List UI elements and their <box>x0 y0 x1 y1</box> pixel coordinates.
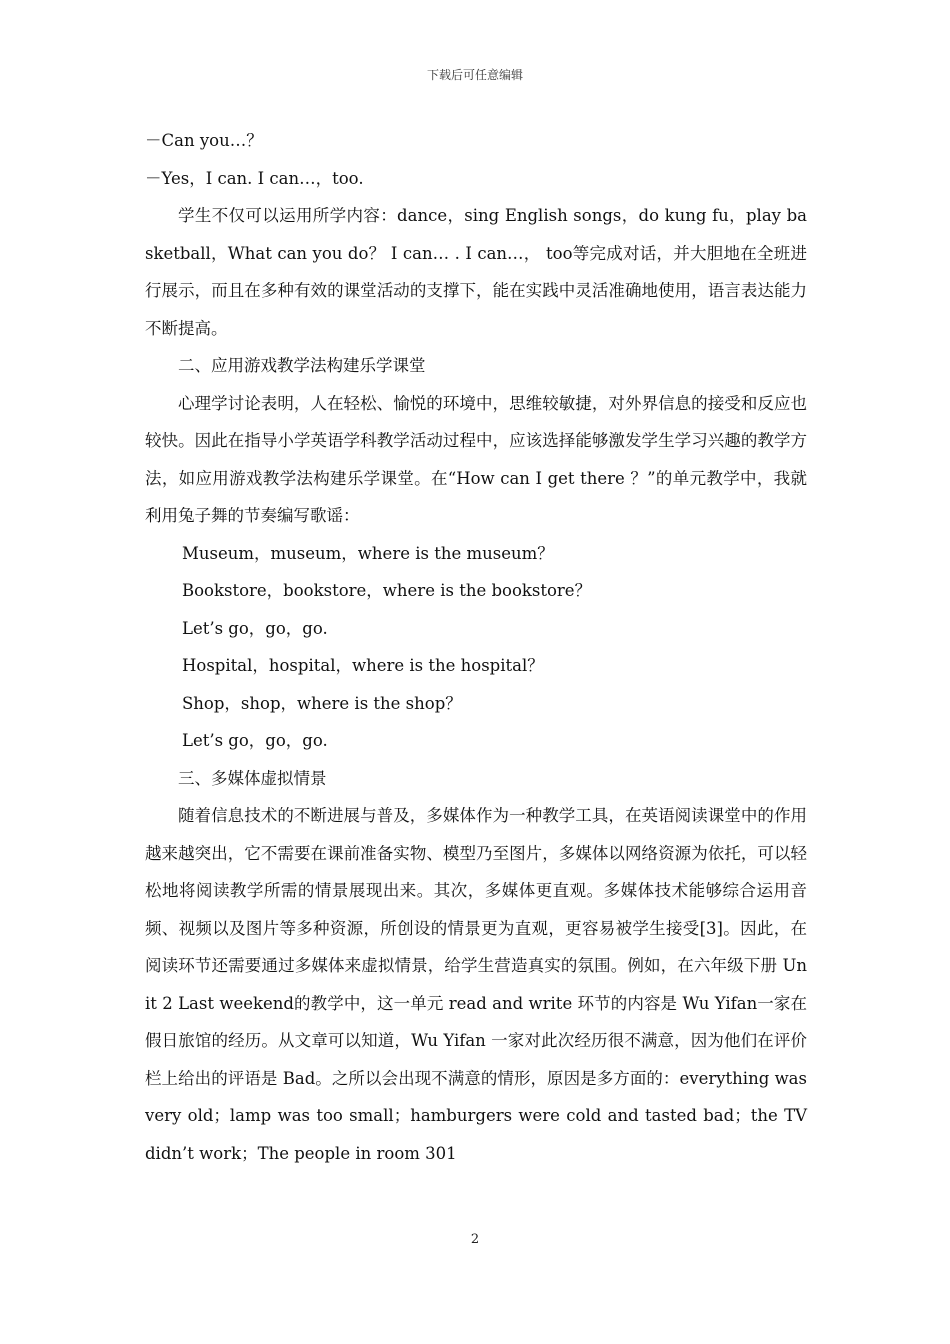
paragraph-summary: 学生不仅可以运用所学内容：dance，sing English songs，do kung fu，play basketball，What can you do？ I can… . I can…， too等完成对话，并大胆地在全班进行展示，而且在多种有效的课堂活动的支撑下，能在实践中灵活准确地使用，语言表达能力不断提高。 <box>145 206 807 338</box>
song-line: Museum，museum，where is the museum？ <box>182 543 554 563</box>
section-heading-multimedia: 三、多媒体虚拟情景 <box>178 768 327 788</box>
paragraph-psychology: 心理学讨论表明，人在轻松、愉悦的环境中，思维较敏捷，对外界信息的接受和反应也较快。因此在指导小学英语学科教学活动过程中，应该选择能够激发学生学习兴趣的教学方法，如应用游戏教学法构建乐学课堂。在“How can I get there ？”的单元教学中，我就利用兔子舞的节奏编写歌谣： <box>145 393 807 525</box>
section-heading-game-teaching: 二、应用游戏教学法构建乐学课堂 <box>178 356 426 375</box>
page-number: 2 <box>470 1232 480 1247</box>
page-header: 下载后可任意编辑 <box>426 68 523 82</box>
document-body <box>145 122 807 1172</box>
song-line: Let’s go，go，go. <box>182 731 328 750</box>
song-line: Bookstore，bookstore，where is the bookstore？ <box>182 581 592 600</box>
dialog-line-answer: －Yes，I can. I can…，too. <box>145 168 364 188</box>
paragraph-multimedia: 随着信息技术的不断进展与普及，多媒体作为一种教学工具，在英语阅读课堂中的作用越来越突出，它不需要在课前准备实物、模型乃至图片，多媒体以网络资源为依托，可以轻松地将阅读教学所需的情景展现出来。其次，多媒体更直观。多媒体技术能够综合运用音频、视频以及图片等多种资源，所创设的情景更为直观，更容易被学生接受[3]。因此，在阅读环节还需要通过多媒体来虚拟情景，给学生营造真实的氛围。例如，在六年级下册 Unit 2 Last weekend的教学中，这一单元 read and write 环节的内容是 Wu Yifan一家在假日旅馆的经历。从文章可以知道，Wu Yifan 一家对此次经历很不满意，因为他们在评价栏上给出的评语是 Bad。之所以会出现不满意的情形，原因是多方面的：everything was very old；lamp was too small；hamburgers were cold and tasted bad；the TV didn’t work；The people in room 301 <box>145 806 807 1163</box>
dialog-line-question: －Can you…？ <box>145 131 263 150</box>
song-line: Shop，shop，where is the shop？ <box>182 693 462 713</box>
song-line: Hospital，hospital，where is the hospital？ <box>182 656 544 675</box>
song-line: Let’s go，go，go. <box>182 618 328 638</box>
